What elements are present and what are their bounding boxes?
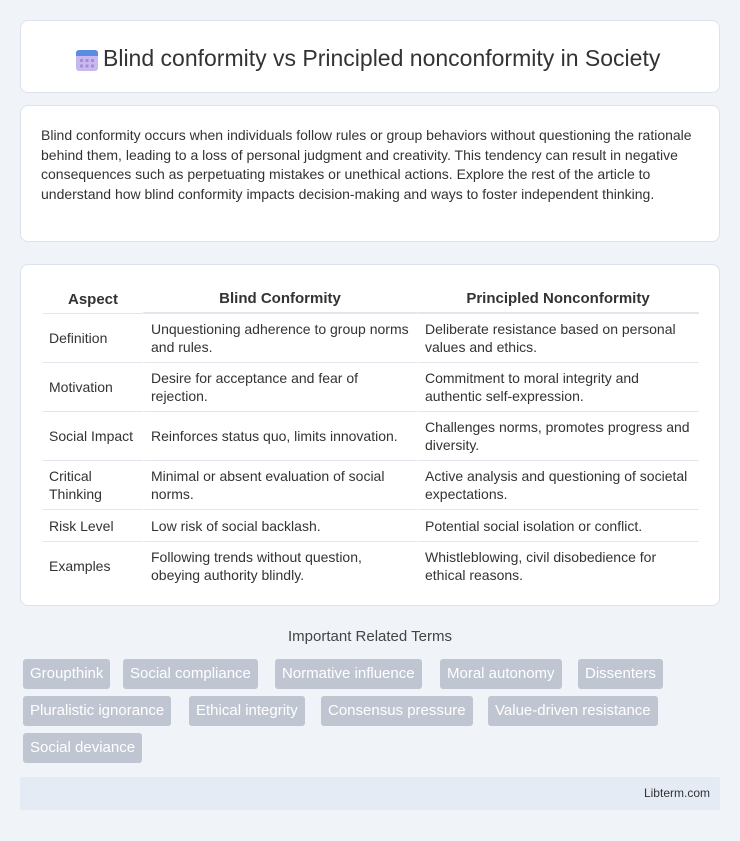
cell-blind: Unquestioning adherence to group norms and rules. bbox=[143, 313, 417, 362]
header-aspect: Aspect bbox=[67, 290, 119, 308]
tag-social-deviance[interactable]: Social deviance bbox=[23, 733, 142, 763]
cell-aspect: Risk Level bbox=[43, 509, 143, 541]
intro-card bbox=[20, 105, 720, 242]
cell-principled: Challenges norms, promotes progress and diversity. bbox=[417, 411, 699, 460]
tag-social-compliance[interactable]: Social compliance bbox=[123, 659, 258, 689]
cell-blind: Following trends without question, obeying authority blindly. bbox=[143, 541, 417, 590]
header-principled-nonconformity: Principled Nonconformity bbox=[417, 285, 699, 313]
comparison-card bbox=[20, 264, 720, 606]
cell-aspect: Social Impact bbox=[43, 411, 143, 460]
footer-site-link[interactable]: Libterm.com bbox=[643, 786, 710, 800]
page-title: Blind conformity vs Principled nonconformity in Society bbox=[103, 45, 661, 71]
cell-principled: Potential social isolation or conflict. bbox=[417, 509, 699, 541]
header-blind-conformity: Blind Conformity bbox=[143, 285, 417, 313]
comparison-table bbox=[43, 285, 699, 590]
cell-aspect: Examples bbox=[43, 541, 143, 590]
tag-groupthink[interactable]: Groupthink bbox=[23, 659, 110, 689]
tag-moral-autonomy[interactable]: Moral autonomy bbox=[440, 659, 562, 689]
tag-pluralistic-ignorance[interactable]: Pluralistic ignorance bbox=[23, 696, 171, 726]
cell-principled: Deliberate resistance based on personal values and ethics. bbox=[417, 313, 699, 362]
cell-principled: Whistleblowing, civil disobedience for ethical reasons. bbox=[417, 541, 699, 590]
tag-consensus-pressure[interactable]: Consensus pressure bbox=[321, 696, 473, 726]
intro-text: Blind conformity occurs when individuals follow rules or group behaviors without questioning the rationale behind them, leading to a loss of personal judgment and creativity. This tendency can result in negative consequences such as perpetuating mistakes or unethical actions. Explore the rest of the article to understand how blind conformity impacts decision-making and ways to foster independent thinking. bbox=[41, 127, 692, 202]
tag-dissenters[interactable]: Dissenters bbox=[578, 659, 663, 689]
cell-blind: Minimal or absent evaluation of social norms. bbox=[143, 460, 417, 509]
tag-value-driven-resistance[interactable]: Value-driven resistance bbox=[488, 696, 658, 726]
cell-aspect: Critical Thinking bbox=[43, 460, 143, 509]
title-card bbox=[20, 20, 720, 93]
table-row bbox=[43, 411, 699, 460]
tag-ethical-integrity[interactable]: Ethical integrity bbox=[189, 696, 305, 726]
table-header-row bbox=[43, 285, 699, 313]
table-row bbox=[43, 313, 699, 362]
tag-normative-influence[interactable]: Normative influence bbox=[275, 659, 422, 689]
table-row bbox=[43, 362, 699, 411]
table-row bbox=[43, 460, 699, 509]
cell-aspect: Motivation bbox=[43, 362, 143, 411]
cell-aspect: Definition bbox=[43, 313, 143, 362]
table-row bbox=[43, 509, 699, 541]
calendar-icon bbox=[74, 47, 100, 73]
cell-principled: Commitment to moral integrity and authentic self-expression. bbox=[417, 362, 699, 411]
cell-blind: Desire for acceptance and fear of rejection. bbox=[143, 362, 417, 411]
related-terms-title: Important Related Terms bbox=[288, 628, 452, 645]
cell-principled: Active analysis and questioning of societal expectations. bbox=[417, 460, 699, 509]
table-row bbox=[43, 541, 699, 590]
footer bbox=[20, 777, 720, 810]
cell-blind: Low risk of social backlash. bbox=[143, 509, 417, 541]
cell-blind: Reinforces status quo, limits innovation. bbox=[143, 411, 417, 460]
